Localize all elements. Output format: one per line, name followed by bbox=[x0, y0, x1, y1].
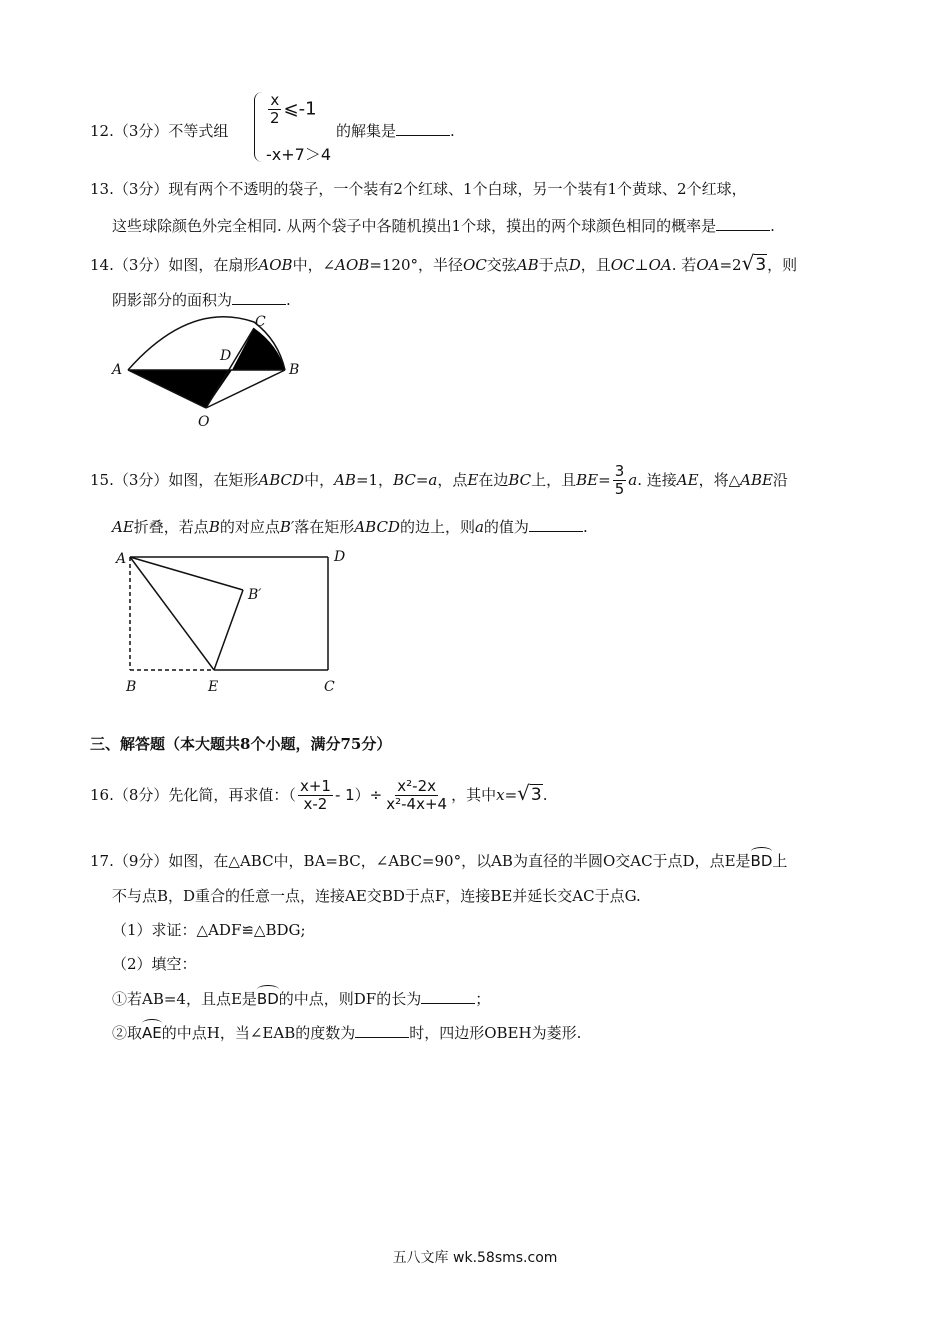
q15-line-bpe bbox=[214, 590, 243, 670]
q17-answer-blank-1[interactable] bbox=[421, 989, 475, 1004]
q14-label-c: C bbox=[255, 314, 266, 330]
q17-arc-bd: BD bbox=[751, 849, 773, 870]
q14-line1: 14.（3分）如图，在扇形AOB中，∠AOB=120°，半径OC交弦AB于点D，且OC⊥OA. 若OA=2√3，则 bbox=[90, 251, 798, 275]
q13-answer-blank[interactable] bbox=[716, 216, 770, 231]
q17-line2: 不与点B，D重合的任意一点，连接AE交BD于点F，连接BE并延长交AC于点G. bbox=[112, 887, 641, 905]
q14-label-d: D bbox=[220, 348, 232, 364]
q17-part2-item2: ②取AE的中点H，当∠EAB的度数为 时，四边形OBEH为菱形. bbox=[112, 1021, 581, 1043]
q17-answer-blank-2[interactable] bbox=[355, 1023, 409, 1038]
q17-part2-item1: ①若AB=4，且点E是BD的中点，则DF的长为 ； bbox=[112, 987, 490, 1009]
q15-label-bprime: B′ bbox=[248, 587, 262, 603]
q15-rectangle-figure bbox=[110, 545, 360, 700]
q13-line2: 这些球除颜色外完全相同. 从两个袋子中各随机摸出1个球，摸出的两个球颜色相同的概率是 . bbox=[112, 217, 775, 235]
q17-arc-bd-2: BD bbox=[257, 987, 279, 1008]
q12-number: 12.（3分）不等式组 bbox=[90, 122, 229, 140]
q15-answer-blank[interactable] bbox=[529, 517, 583, 532]
q12-system-brace bbox=[254, 92, 263, 162]
q15-label-b: B bbox=[126, 679, 137, 695]
footer-text: 五八文库 wk.58sms.com bbox=[392, 1250, 558, 1266]
q14-sector-figure bbox=[100, 310, 320, 435]
q17-line1: 17.（9分）如图，在△ABC中，BA=BC，∠ABC=90°，以AB为直径的半圆O交AC于点D，点E是BD上 bbox=[90, 849, 787, 871]
q16-line: 16.（8分）先化简，再求值：（ $\frac{x+1}{x-2}$ - 1）÷ $\frac{\text{x²-2x}}{\text{x²-4x+4}}$ ，其中x=√3. bbox=[90, 777, 548, 814]
q15-label-a: A bbox=[116, 551, 127, 567]
q15-label-c: C bbox=[324, 679, 335, 695]
q14-label-o: O bbox=[198, 414, 210, 430]
q17-part2: （2）填空： bbox=[112, 955, 197, 973]
q13-line1: 13.（3分）现有两个不透明的袋子，一个装有2个红球、1个白球，另一个装有1个黄球、2个红球， bbox=[90, 180, 747, 198]
q17-arc-ae: AE bbox=[142, 1021, 162, 1042]
q12-ineq2: -x+7＞4 bbox=[266, 145, 332, 164]
q17-part1: （1）求证：△ADF≌△BDG; bbox=[112, 921, 306, 939]
q12-ineq1: $\frac{x}{2}$ ⩽-1 bbox=[270, 91, 317, 128]
q14-label-a: A bbox=[112, 362, 123, 378]
q15-line-abp bbox=[130, 557, 243, 590]
q12-suffix: 的解集是 . bbox=[336, 122, 455, 140]
q14-line2: 阴影部分的面积为 . bbox=[112, 291, 291, 309]
q15-label-e: E bbox=[208, 679, 219, 695]
q15-line-ae bbox=[130, 557, 214, 670]
q14-label-b: B bbox=[289, 362, 300, 378]
section3-title: 三、解答题（本大题共8个小题，满分75分） bbox=[90, 735, 392, 753]
q12-answer-blank[interactable] bbox=[396, 121, 450, 136]
q15-line1: 15.（3分）如图，在矩形ABCD中，AB=1，BC=a，点E在边BC上，且BE= $\frac{3}{5}$ a. 连接AE，将△ABE沿 bbox=[90, 462, 788, 499]
q14-answer-blank[interactable] bbox=[232, 290, 286, 305]
q15-label-d: D bbox=[334, 549, 346, 565]
q15-line2: AE折叠，若点B的对应点B′落在矩形ABCD的边上，则a的值为 . bbox=[112, 518, 588, 536]
